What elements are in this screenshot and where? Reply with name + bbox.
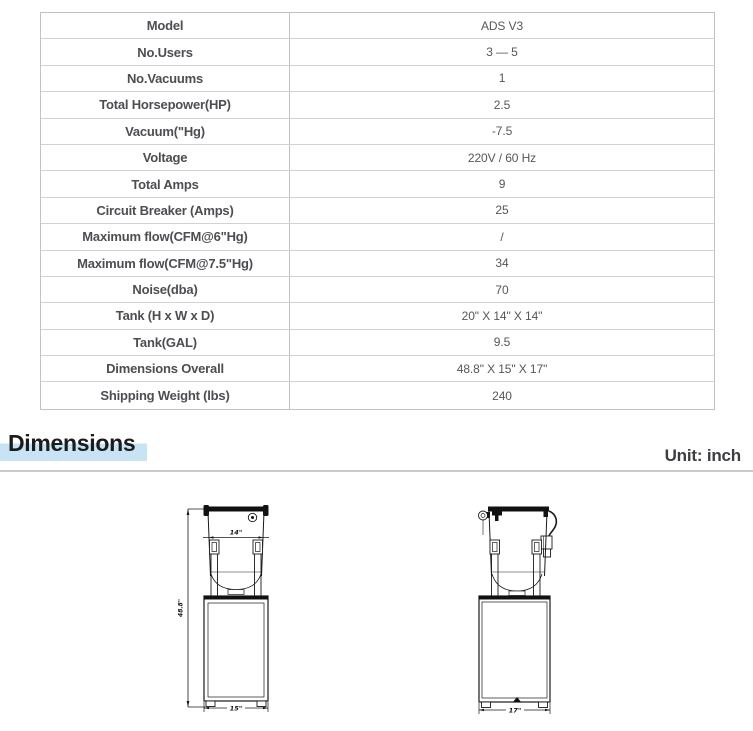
spec-label: Voltage [41, 145, 290, 170]
spec-label: Total Horsepower(HP) [41, 92, 290, 117]
spec-value: 20" X 14" X 14" [461, 308, 543, 323]
tank-lid [486, 507, 549, 522]
spec-value: 9 [498, 177, 506, 192]
support-rails [490, 540, 542, 596]
spec-value: 48.8" X 15" X 17" [456, 361, 548, 376]
spec-label: No.Users [41, 39, 290, 64]
section-divider [0, 470, 753, 472]
table-row [41, 198, 714, 224]
spec-value: -7.5 [491, 124, 513, 139]
dimension-label-height: 48.8" [177, 599, 185, 617]
spec-label: No.Vacuums [41, 66, 290, 91]
base-cabinet [204, 596, 268, 707]
spec-label: Model [41, 13, 290, 38]
table-row [41, 382, 714, 408]
spec-label: Vacuum("Hg) [41, 119, 290, 144]
table-row [41, 145, 714, 171]
spec-value: 9.5 [493, 335, 511, 350]
top-width-dimension-line [203, 536, 269, 539]
spec-label: Maximum flow(CFM@6"Hg) [41, 224, 290, 249]
unit-label: Unit: inch [664, 446, 741, 465]
base-cabinet [479, 596, 550, 708]
spec-label: Total Amps [41, 171, 290, 196]
support-rails [210, 540, 263, 596]
spec-label: Circuit Breaker (Amps) [41, 198, 290, 223]
table-row [41, 356, 714, 382]
spec-value: 70 [495, 282, 509, 297]
spec-value: 2.5 [493, 97, 511, 112]
spec-value: / [500, 229, 504, 244]
table-row [41, 224, 714, 250]
spec-table [40, 12, 715, 410]
drain-hose [541, 511, 556, 557]
tank-lid [204, 505, 269, 516]
dimension-label-top-width: 14" [229, 528, 243, 537]
dimension-label-base-depth: 17" [508, 706, 522, 715]
table-row [41, 171, 714, 197]
table-row [41, 92, 714, 118]
inlet-port-icon [479, 511, 488, 535]
front-view-drawing [175, 488, 310, 728]
spec-value: 240 [492, 388, 512, 403]
table-row [41, 303, 714, 329]
spec-value: 220V / 60 Hz [467, 150, 537, 165]
spec-label: Tank(GAL) [41, 330, 290, 355]
side-view-drawing [455, 488, 590, 728]
spec-value: 1 [498, 71, 506, 86]
section-title: Dimensions [0, 430, 147, 461]
spec-label: Shipping Weight (lbs) [41, 382, 290, 408]
table-row [41, 119, 714, 145]
table-row [41, 330, 714, 356]
spec-label: Noise(dba) [41, 277, 290, 302]
spec-label: Tank (H x W x D) [41, 303, 290, 328]
spec-value: ADS V3 [480, 18, 524, 33]
spec-label: Maximum flow(CFM@7.5"Hg) [41, 251, 290, 276]
spec-value: 25 [495, 203, 509, 218]
spec-value: 34 [495, 256, 509, 271]
table-row [41, 66, 714, 92]
dimension-label-base-width: 15" [229, 704, 243, 713]
table-row [41, 13, 714, 39]
vacuum-gauge-icon [248, 513, 256, 521]
table-row [41, 251, 714, 277]
table-row [41, 39, 714, 65]
table-row [41, 277, 714, 303]
spec-label: Dimensions Overall [41, 356, 290, 381]
spec-value: 3 — 5 [486, 45, 518, 60]
dimensions-section-header [0, 428, 753, 472]
